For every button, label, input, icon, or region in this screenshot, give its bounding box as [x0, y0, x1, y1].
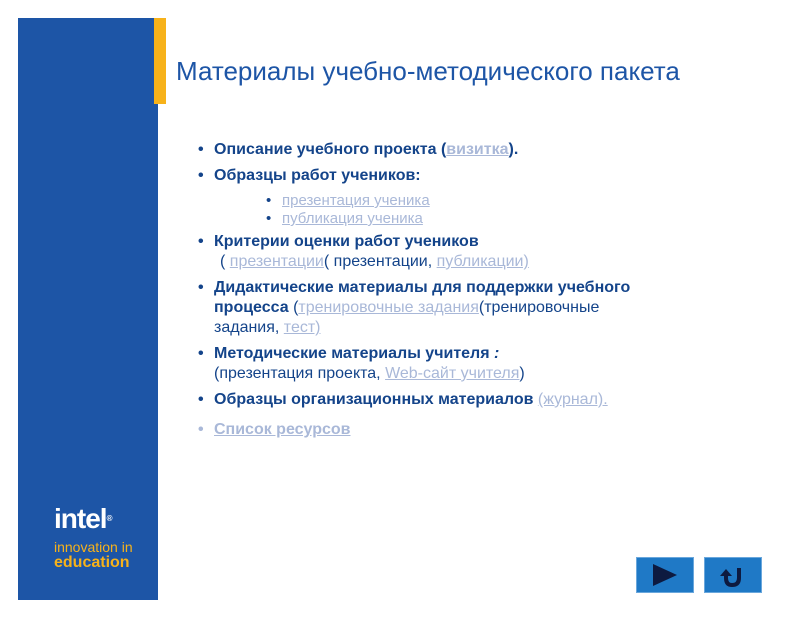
- list-item-student-samples: • Образцы работ учеников:: [198, 167, 421, 184]
- return-button[interactable]: [704, 557, 762, 593]
- list-item-organizational-materials: • Образцы организационных материалов (журнал).: [198, 391, 608, 408]
- list-item-teacher-materials: • Методические материалы учителя : (презентация проекта, Web-сайт учителя): [198, 345, 525, 382]
- next-slide-button[interactable]: [636, 557, 694, 593]
- intel-logo: intel® innovation in education: [54, 503, 133, 571]
- bullet: •: [198, 421, 204, 438]
- student-samples-sublist: [266, 192, 758, 228]
- sublist-item: [266, 192, 758, 210]
- bullet: •: [198, 391, 204, 408]
- link-training-tasks[interactable]: тренировочные задания: [298, 299, 479, 316]
- sublist-item: [266, 210, 758, 228]
- bullet: •: [198, 167, 204, 184]
- link-resource-list[interactable]: Список ресурсов: [214, 421, 351, 438]
- accent-bar: [154, 18, 166, 104]
- link-journal[interactable]: (журнал).: [537, 391, 608, 408]
- bullet: •: [198, 279, 204, 296]
- link-teacher-website[interactable]: Web-сайт учителя: [385, 365, 520, 382]
- materials-list: [198, 140, 758, 446]
- link-presentations[interactable]: презентации: [229, 253, 324, 270]
- link-test[interactable]: тест): [283, 319, 321, 336]
- link-business-card[interactable]: визитка: [446, 141, 509, 158]
- logo-tagline: innovation in education: [54, 539, 133, 571]
- bullet: •: [198, 345, 204, 362]
- link-student-presentation[interactable]: презентация ученика: [282, 192, 430, 209]
- bullet: •: [266, 210, 272, 227]
- list-item-description: • Описание учебного проекта (визитка).: [198, 141, 519, 158]
- bullet: •: [266, 192, 272, 209]
- bullet: •: [198, 233, 204, 250]
- link-student-publication[interactable]: публикация ученика: [282, 210, 423, 227]
- bullet: •: [198, 141, 204, 158]
- return-arrow-icon: [718, 560, 748, 590]
- list-item-didactic-materials: • Дидактические материалы для поддержки учебного процесса (тренировочные задания(тренировочные задания, тест): [198, 279, 631, 336]
- page-title: Материалы учебно-методического пакета: [176, 56, 680, 86]
- list-item-evaluation-criteria: • Критерии оценки работ учеников ( презентации( презентации, публикации): [198, 233, 529, 270]
- list-item-resources: [198, 420, 758, 440]
- link-publications[interactable]: публикации): [436, 253, 529, 270]
- play-icon: [653, 564, 677, 586]
